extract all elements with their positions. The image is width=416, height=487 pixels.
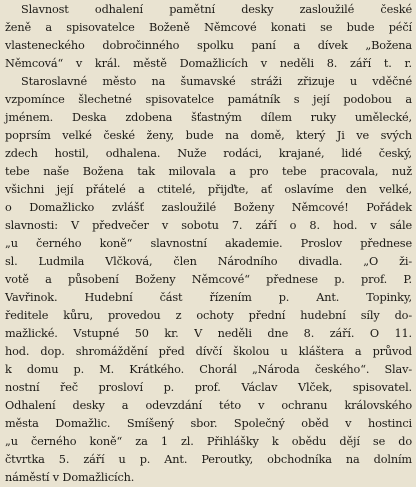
text-line: jménem. Deska zdobena šťastným dílem ruky umělecké,	[5, 111, 412, 124]
text-line: o Domažlicko zvlášť zasloužilé Boženy Němcové! Pořádek	[5, 201, 412, 214]
text-line: všichni její přátelé a ctitelé, přijďte, ať oslavíme den velké,	[5, 183, 412, 196]
text-line: poprsím velké české ženy, bude na domě, který Ji ve svých	[5, 129, 412, 142]
text-line: vlasteneckého dobročinného spolku paní a dívek „Božena	[5, 39, 412, 52]
text-line: sl. Ludmila Vlčková, člen Národního divadla. „O ži-	[5, 255, 412, 268]
text-line: k domu p. M. Krátkého. Chorál „Národa českého“. Slav-	[5, 363, 412, 376]
text-line: Němcová“ v král. městě Domažlicích v neděli 8. září t. r.	[5, 57, 412, 70]
text-line: Odhalení desky a odevzdání této v ochranu královského	[5, 399, 412, 412]
text-line: „u černého koně“ slavnostní akademie. Proslov přednese	[5, 237, 412, 250]
text-line: tebe naše Božena tak milovala a pro tebe pracovala, nuž	[5, 165, 412, 178]
text-line: Slavnost odhalení pamětní desky zasloužilé české	[21, 3, 412, 16]
text-line: mažlické. Vstupné 50 kr. V neděli dne 8. září. O 11.	[5, 327, 412, 340]
text-line: votě a působení Boženy Němcové“ přednese p. prof. P.	[5, 273, 412, 286]
text-line: Staroslavné město na šumavské stráži zřizuje u vděčné	[21, 75, 412, 88]
text-line: slavnosti: V předvečer v sobotu 7. září o 8. hod. v sále	[5, 219, 412, 232]
text-line: nostní řeč prosloví p. prof. Václav Vlček, spisovatel.	[5, 381, 412, 394]
text-line: vzpomínce šlechetné spisovatelce památník s její podobou a	[5, 93, 412, 106]
text-line: Vavřinok. Hudební část řízením p. Ant. Topinky,	[5, 291, 412, 304]
text-line: města Domažlic. Smíšený sbor. Společný oběd v hostinci	[5, 417, 412, 430]
text-line: hod. dop. shromáždění před dívčí školou u kláštera a průvod	[5, 345, 412, 358]
article-text	[5, 1, 412, 487]
text-line: ředitele kůru, provedou z ochoty přední hudební síly do-	[5, 309, 412, 322]
text-line: „u černého koně“ za 1 zl. Přihlášky k obědu dějí se do	[5, 435, 412, 448]
text-line: ženě a spisovatelce Boženě Němcové konati se bude péčí	[5, 21, 412, 34]
text-line: náměstí v Domažlicích.	[5, 471, 135, 484]
text-line: zdech hostil, odhalena. Nuže rodáci, krajané, lidé český,	[5, 147, 412, 160]
text-line: čtvrtka 5. září u p. Ant. Peroutky, obchodníka na dolním	[5, 453, 412, 466]
